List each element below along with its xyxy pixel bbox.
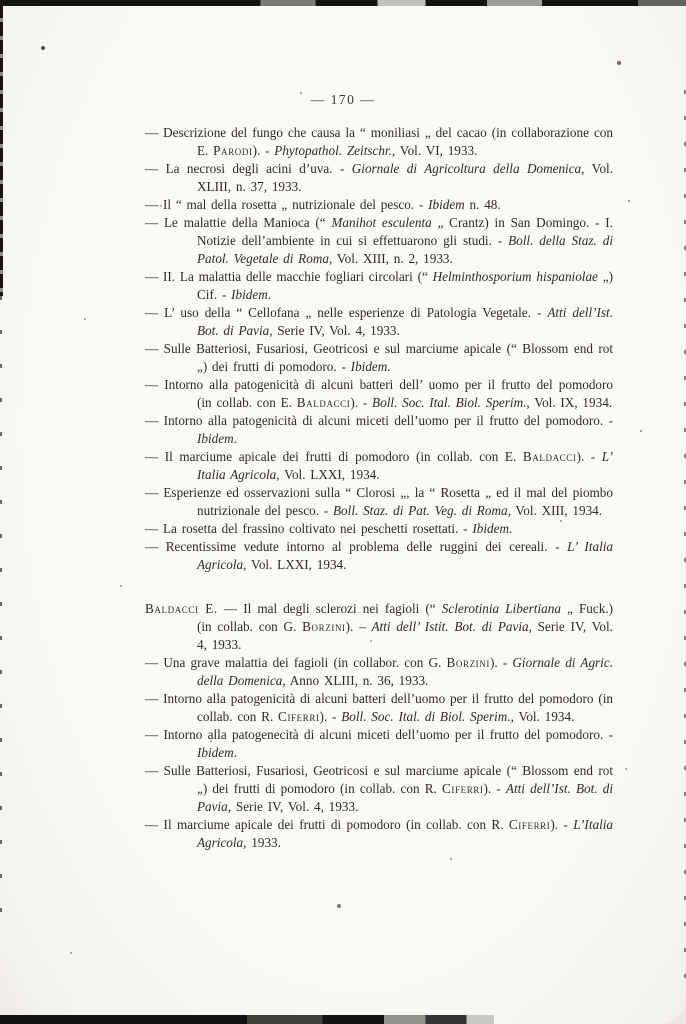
author-name-segment: Ciferri (508, 817, 551, 832)
entry-text-segment: , 1933. (243, 835, 281, 850)
bibliography-entry (145, 304, 613, 340)
journal-title-segment: Boll. Soc. Ital. Biol. Sperim. (372, 395, 527, 410)
entry-text-segment: ). - (483, 781, 506, 796)
author-name-segment: Ciferri (442, 781, 484, 796)
journal-title-segment: Boll. Staz. di Pat. Veg. di Roma (333, 503, 508, 518)
entry-text-segment: , Serie IV, Vol. 4, 1933. (227, 799, 359, 814)
entry-text-segment: ). - (252, 143, 275, 158)
bibliography-entry (145, 600, 613, 654)
journal-title-segment: Giornale di Agric. della Domenica (197, 655, 613, 688)
entry-text-segment: , Serie IV, Vol. 4, 1933. (269, 323, 400, 338)
bibliography-entry (145, 448, 613, 484)
journal-title-segment: Boll. Soc. Ital. di Biol. Sperim. (341, 709, 511, 724)
bibliography-entry (145, 816, 613, 852)
author-name-segment: Ciferri (278, 709, 320, 724)
entry-text-segment: , Vol. VI, 1933. (391, 143, 478, 158)
entry-text-segment: ). - (576, 449, 602, 464)
entry-text-segment: , Vol. XLIII, n. 37, 1933. (197, 161, 614, 194)
entry-text-segment: , Vol. 1934. (510, 709, 575, 724)
entry-text-segment: — Il marciume apicale dei frutti di pomodoro (in collab. con R. (145, 817, 509, 832)
journal-title-segment: Atti dell’Ist. Bot. di Pavia (197, 305, 614, 338)
entry-text-segment: ). – (345, 619, 372, 634)
entry-text-segment: , Anno XLIII, n. 36, 1933. (282, 673, 429, 688)
scan-edge-left (0, 4, 3, 296)
entry-text-segment: — Le malattie della Manioca (“ (145, 215, 332, 230)
entry-text-segment: — Il mal degli sclerozi nei fagioli (“ (217, 601, 442, 616)
journal-title-segment: Ibidem (472, 521, 509, 536)
bibliography-group-baldacci (145, 600, 613, 852)
journal-title-segment: Ibidem (197, 745, 234, 760)
entry-text-segment: — Esperienze ed osservazioni sulla “ Clorosi „, la “ Rosetta „ ed il mal del piombo nutrizionale del pesco. - (145, 485, 613, 518)
journal-title-segment: L’ Italia Agricola (197, 539, 613, 572)
scan-edge-top (0, 0, 686, 6)
entry-text-segment: „ Crantz) in San Domingo. - I. Notizie dell’ambiente in cui si effettuarono gli studi. - (197, 215, 613, 248)
journal-title-segment: Manihot esculenta (331, 215, 432, 230)
entry-text-segment: ). - (489, 655, 513, 670)
entry-text-segment: . (233, 431, 237, 446)
journal-title-segment: Helminthosporium hispaniolae (432, 269, 598, 284)
author-name-segment: Baldacci (522, 449, 577, 464)
author-name-segment: Parodi (213, 143, 253, 158)
entry-text-segment: ). - (319, 709, 342, 724)
journal-title-segment: Atti dell’ Istit. Bot. di Pavia (371, 619, 529, 634)
bibliography-entry (145, 196, 613, 214)
entry-text-segment: . (267, 287, 272, 302)
bibliography-entry (145, 538, 613, 574)
scan-edge-left-specks (0, 296, 2, 936)
scan-edge-bottom (0, 1015, 686, 1024)
bibliography-entry (145, 520, 613, 538)
entry-text-segment: ). - (550, 817, 574, 832)
bibliography-entry (145, 484, 613, 520)
author-name-segment: Borzini (302, 619, 346, 634)
entry-text-segment: , Vol. XIII, n. 2, 1933. (328, 251, 453, 266)
bibliography-entry (145, 376, 613, 412)
entry-text-segment: — Intorno alla patogenecità di alcuni miceti dell’uomo per il frutto del pomodoro. - (145, 727, 613, 742)
entry-text-segment: , Vol. LXXI, 1934. (276, 467, 380, 482)
entry-text-segment: „ Fuck.) (in collab. con G. (197, 601, 614, 634)
journal-title-segment: Phytopathol. Zeitschr. (274, 143, 392, 158)
bibliography-entry (145, 214, 613, 268)
author-name-segment: Baldacci E. (145, 601, 218, 616)
bibliography-entry (145, 340, 613, 376)
journal-title-segment: L’Italia Agricola (197, 817, 613, 850)
entry-text-segment: — La necrosi degli acini d’uva. - (145, 161, 352, 176)
journal-title-segment: L’ Italia Agricola (197, 449, 613, 482)
entry-text-segment: — L’ uso della “ Cellofana „ nelle esperienze di Patologia Vegetale. - (145, 305, 548, 320)
author-name-segment: Borzini (446, 655, 490, 670)
bibliography-list (145, 124, 613, 852)
entry-text-segment: — Sulle Batteriosi, Fusariosi, Geotricosi e sul marciume apicale (“ Blossom end rot „) dei frutti di pomodoro. - (145, 341, 613, 374)
journal-title-segment: Ibidem (428, 197, 465, 212)
bibliography-entry (145, 654, 613, 690)
journal-title-segment: Atti dell’Ist. Bot. di Pavia (197, 781, 613, 814)
page-number: — 170 — (310, 92, 376, 107)
entry-text-segment: . (509, 521, 513, 536)
entry-text-segment: , Vol. IX, 1934. (526, 395, 613, 410)
entry-text-segment: — La rosetta del frassino coltivato nei peschetti rosettati. - (145, 521, 473, 536)
journal-title-segment: Giornale di Agricoltura della Domenica (351, 161, 582, 176)
bibliography-entry (145, 690, 613, 726)
entry-text-segment: — II. La malattia delle macchie fogliari circolari (“ (145, 269, 433, 284)
bibliography-entry (145, 762, 613, 816)
entry-text-segment: — Il “ mal della rosetta „ nutrizionale del pesco. - (145, 197, 429, 212)
entry-text-segment: , Vol. LXXI, 1934. (243, 557, 347, 572)
entry-text-segment: . (233, 745, 237, 760)
bibliography-entry (145, 160, 613, 196)
journal-title-segment: Boll. della Staz. di Patol. Vegetale di Roma (197, 233, 613, 266)
bibliography-group-continuation (145, 124, 613, 574)
bibliography-entry (145, 412, 613, 448)
bibliography-entry (145, 124, 613, 160)
entry-text-segment: — Intorno alla patogenicità di alcuni batteri dell’ uomo per il frutto del pomodoro (in collab. con E. (145, 377, 613, 410)
entry-text-segment: — Sulle Batteriosi, Fusariosi, Geotricosi e sul marciume apicale (“ Blossom end rot „) dei frutti di pomodoro (in collab. con R. (145, 763, 613, 796)
journal-title-segment: Ibidem (197, 431, 234, 446)
entry-text-segment: — Recentissime vedute intorno al problema delle ruggini dei cereali. - (145, 539, 568, 554)
entry-text-segment: „) Cif. - (197, 269, 613, 302)
entry-text-segment: — Una grave malattia dei fagioli (in collabor. con G. (145, 655, 447, 670)
entry-text-segment: — Descrizione del fungo che causa la “ moniliasi „ del cacao (in collaborazione con E. (145, 125, 613, 158)
bibliography-entry (145, 268, 613, 304)
entry-text-segment: , Vol. XIII, 1934. (507, 503, 603, 518)
journal-title-segment: Sclerotinia Libertiana (441, 601, 561, 616)
journal-title-segment: Ibidem (350, 359, 388, 374)
author-name-segment: Baldacci (296, 395, 351, 410)
entry-text-segment: n. 48. (464, 197, 501, 212)
entry-text-segment: — Intorno alla patogenicità di alcuni miceti dell’uomo per il frutto del pomodoro. - (145, 413, 613, 428)
entry-text-segment: — Il marciume apicale dei frutti di pomodoro (in collab. con E. (145, 449, 523, 464)
entry-text-segment: ). - (350, 395, 373, 410)
entry-text-segment: , Serie IV, Vol. 4, 1933. (197, 619, 613, 652)
scan-noise-speckles (0, 0, 2, 2)
entry-text-segment: . (387, 359, 391, 374)
journal-title-segment: Ibidem (231, 287, 268, 302)
bibliography-entry (145, 726, 613, 762)
entry-text-segment: — Intorno alla patogenicità di alcuni batteri dell’uomo per il frutto del pomodoro (in collab. con R. (145, 691, 613, 724)
